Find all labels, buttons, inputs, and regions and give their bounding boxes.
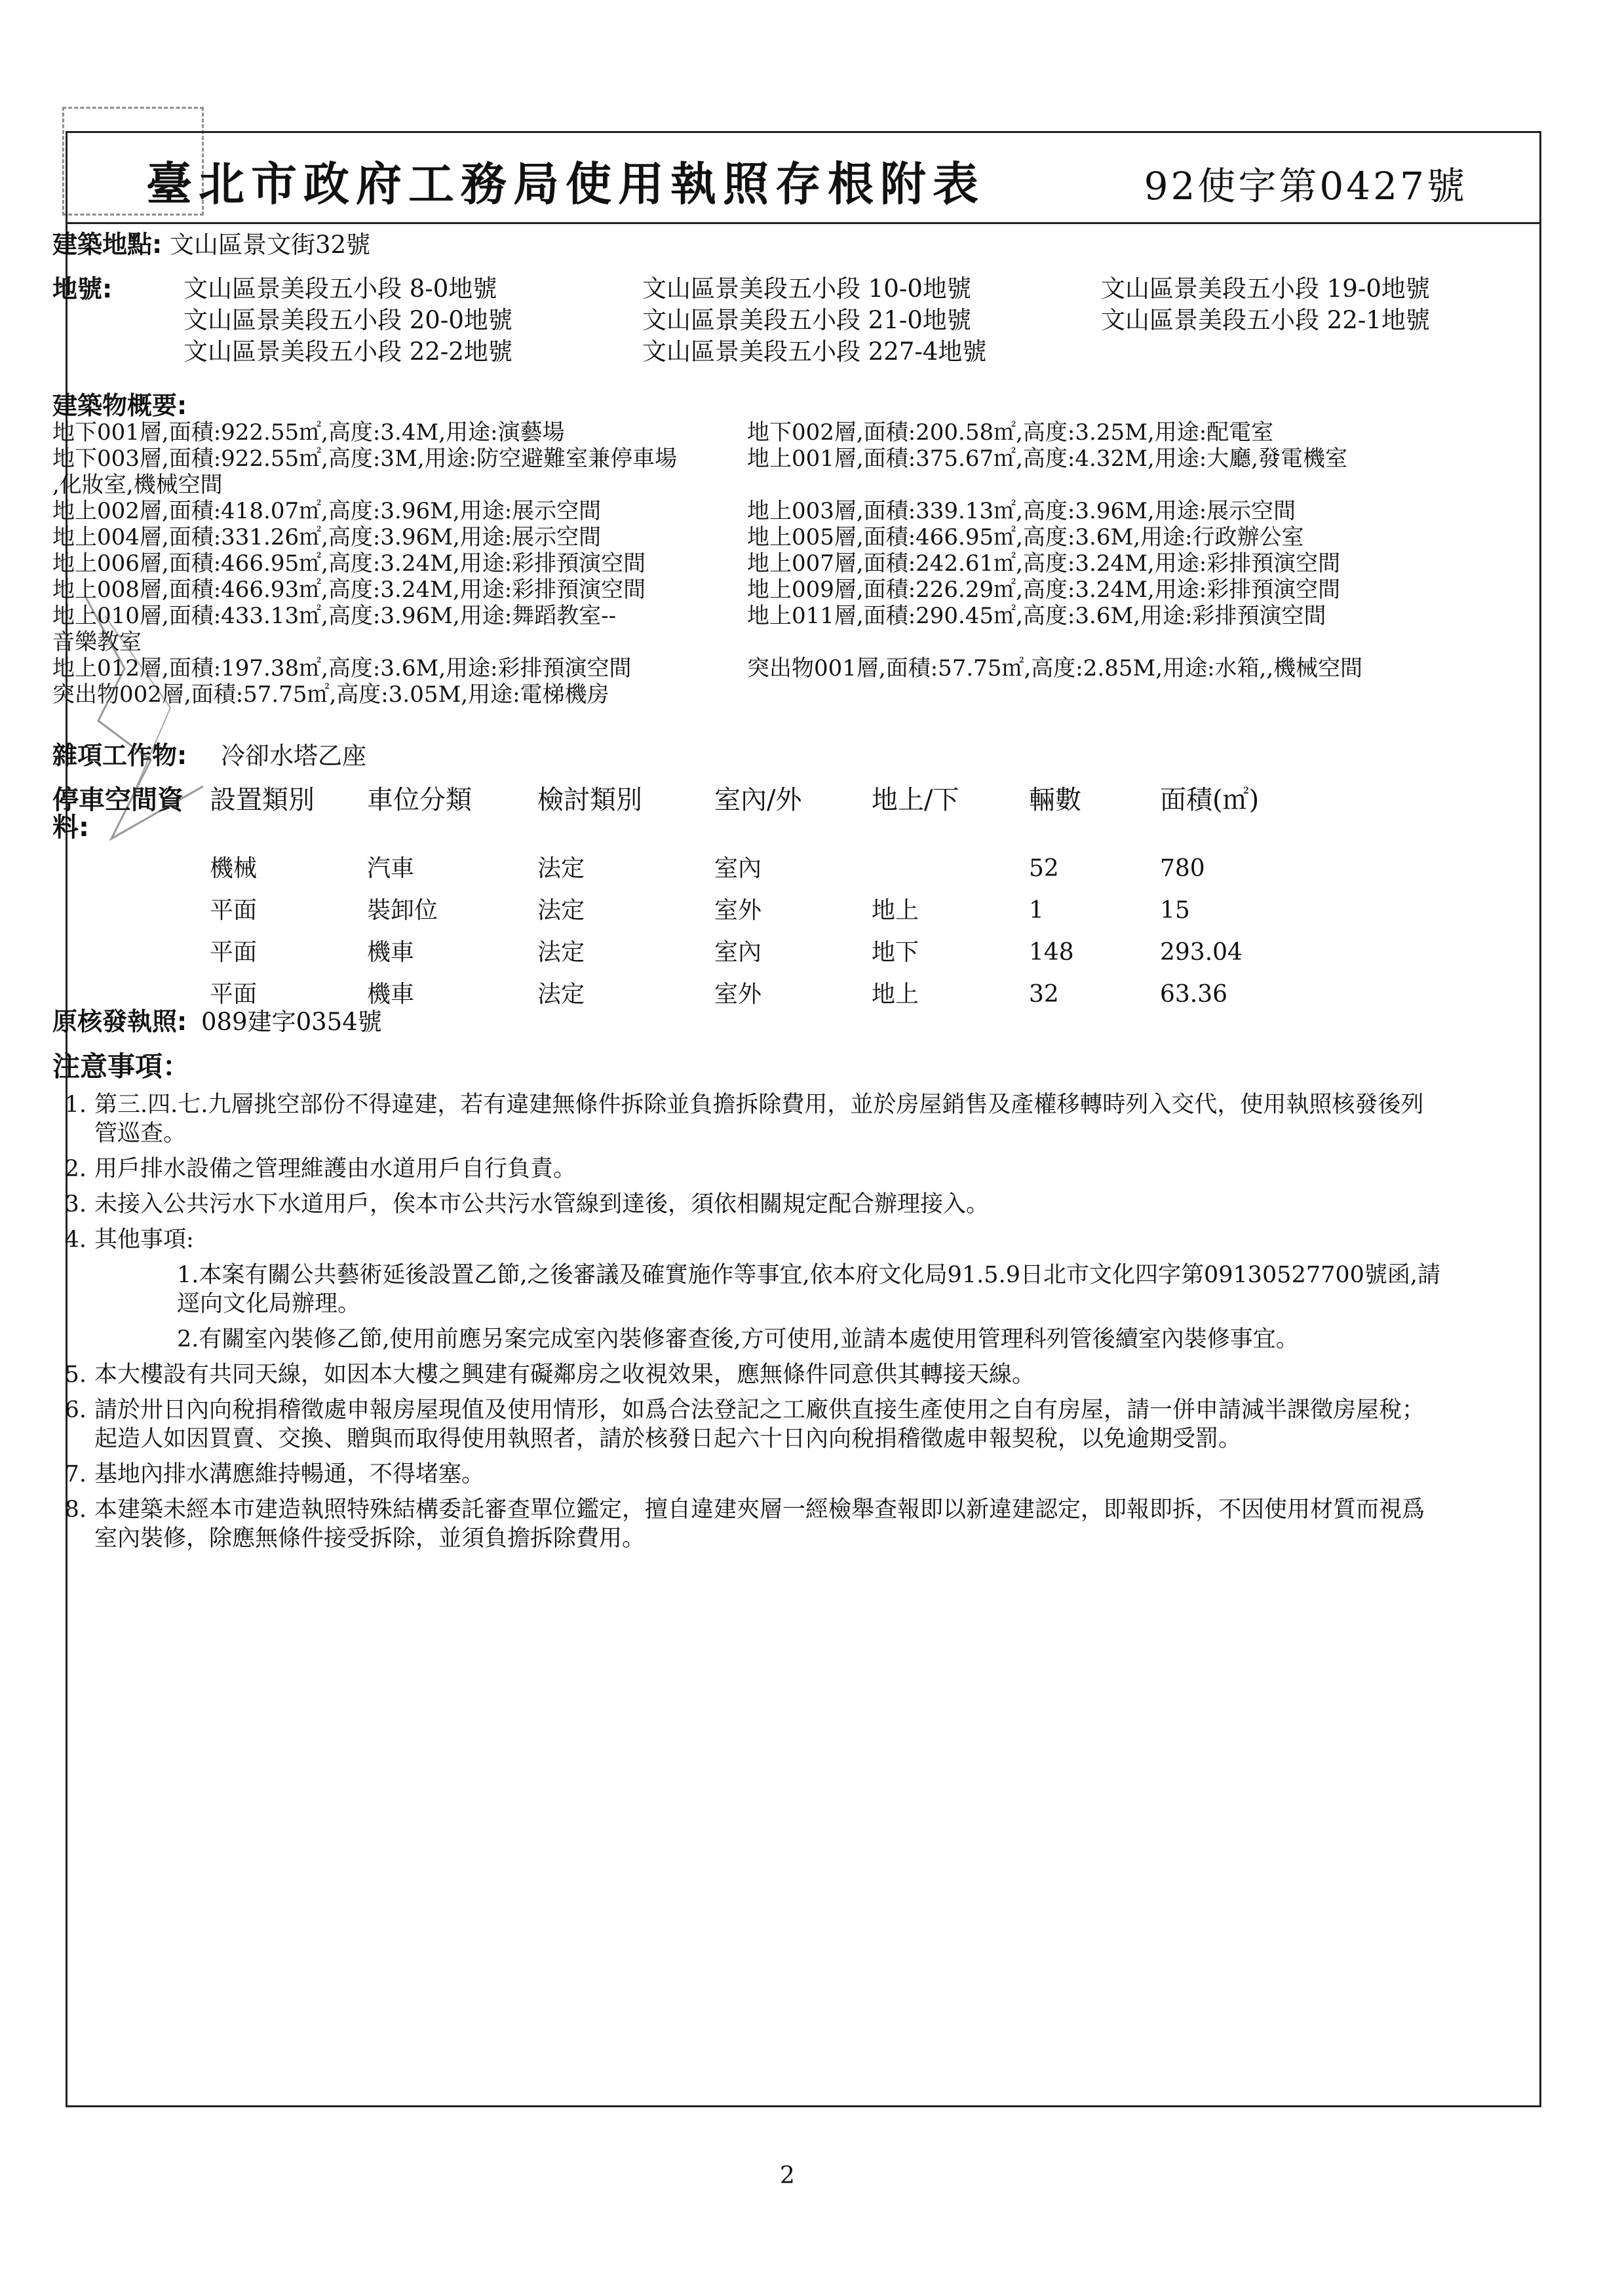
parking-cell: 32: [1029, 981, 1059, 1008]
note-text: 請於卅日內向稅捐稽徵處申報房屋現值及使用情形，如爲合法登記之工廠供直接生產使用之自有房屋，請一併申請減半課徵房屋稅；起造人如因買賣、交換、贈與而取得使用執照者，請於核發日起六十日內向稅捐稽徵處申報契稅，以免逾期受罰。: [94, 1397, 1425, 1452]
lot-item: 文山區景美段五小段 20-0地號: [183, 306, 512, 334]
parking-cell: 63.36: [1160, 981, 1228, 1008]
note-item: [52, 1360, 1455, 1389]
sub-note-text: 2.有關室內裝修乙節,使用前應另案完成室內裝修審查後,方可使用,並請本處使用管理科列管後續室內裝修事宜。: [177, 1326, 1299, 1352]
floor-entry: ,化妝室,機械空間: [52, 472, 223, 498]
site-section: [52, 231, 370, 259]
note-number: 7.: [64, 1461, 87, 1487]
floor-entry: [747, 472, 1442, 498]
parking-cell: 汽車: [367, 855, 415, 882]
permit-number: 92使字第0427號: [1144, 164, 1467, 208]
parking-cell: 法定: [537, 939, 585, 966]
overview-label: 建築物概要:: [52, 391, 187, 420]
page-number: 2: [780, 2162, 795, 2189]
floor-entry: 地上002層,面積:418.07㎡,高度:3.96M,用途:展示空間: [52, 498, 602, 524]
floor-entry: 地上010層,面積:433.13㎡,高度:3.96M,用途:舞蹈教室--: [52, 603, 617, 629]
note-number: 8.: [64, 1497, 87, 1523]
floors-grid: [52, 419, 1468, 708]
parking-row: [52, 932, 1468, 974]
floor-entry: [747, 629, 1442, 655]
parking-cell: 780: [1160, 855, 1205, 882]
parking-cell: 室外: [714, 897, 762, 924]
floor-entry: 音樂教室: [52, 629, 142, 655]
title-row: [68, 133, 1539, 224]
sub-note-text: 1.本案有關公共藝術延後設置乙節,之後審議及確實施作等事宜,依本府文化局91.5.9日北市文化四字第09130527700號函,請逕向文化局辦理。: [177, 1262, 1441, 1317]
parking-header: 地上/下: [872, 785, 959, 815]
parking-cell: 法定: [537, 855, 585, 882]
parking-row: [52, 890, 1468, 932]
floor-entry: 地上012層,面積:197.38㎡,高度:3.6M,用途:彩排預演空間: [52, 655, 632, 681]
misc-label: 雜項工作物:: [52, 741, 187, 770]
parking-header-row: [52, 786, 1468, 841]
note-item: [52, 1495, 1455, 1553]
floor-entry: 地下002層,面積:200.58㎡,高度:3.25M,用途:配電室: [747, 419, 1274, 446]
parking-cell: 地上: [872, 981, 919, 1008]
parking-cell: 148: [1029, 939, 1074, 966]
overview-section: [52, 392, 1468, 708]
lots-label: 地號:: [52, 275, 113, 303]
parking-header: 檢討類別: [537, 785, 642, 815]
lots-grid: [183, 275, 1442, 366]
parking-cell: 平面: [210, 981, 258, 1008]
parking-cell: 地下: [872, 939, 919, 966]
lot-item: 文山區景美段五小段 8-0地號: [183, 275, 497, 303]
note-number: 4.: [64, 1227, 87, 1253]
note-number: 5.: [64, 1362, 87, 1388]
original-permit-label: 原核發執照:: [52, 1007, 187, 1036]
note-item: [52, 1090, 1455, 1148]
floor-entry: 地上004層,面積:331.26㎡,高度:3.96M,用途:展示空間: [52, 524, 602, 550]
document-title: 臺北市政府工務局使用執照存根附表: [146, 157, 985, 211]
lot-item: 文山區景美段五小段 21-0地號: [642, 306, 971, 334]
original-permit-section: [52, 1008, 382, 1036]
lot-item: 文山區景美段五小段 22-1地號: [1101, 306, 1430, 334]
parking-cell: 室內: [714, 939, 762, 966]
floor-entry: 地上007層,面積:242.61㎡,高度:3.24M,用途:彩排預演空間: [747, 550, 1341, 577]
note-number: 1.: [64, 1092, 87, 1118]
floor-entry: 地下001層,面積:922.55㎡,高度:3.4M,用途:演藝場: [52, 419, 565, 446]
parking-section: [52, 786, 1468, 1016]
parking-cell: 293.04: [1160, 939, 1243, 966]
site-label: 建築地點:: [52, 230, 163, 259]
site-value: 文山區景文街32號: [169, 231, 371, 259]
note-item: [52, 1396, 1455, 1453]
note-text: 本建築未經本市建造執照特殊結構委託審查單位鑑定，擅自違建夾層一經檢舉查報即以新違建認定，即報即拆，不因使用材質而視爲室內裝修，除應無條件接受拆除，並須負擔拆除費用。: [94, 1497, 1425, 1552]
parking-cell: 15: [1160, 897, 1190, 924]
floor-entry: 地上009層,面積:226.29㎡,高度:3.24M,用途:彩排預演空間: [747, 577, 1341, 603]
lot-item: 文山區景美段五小段 19-0地號: [1101, 275, 1430, 303]
parking-cell: 裝卸位: [367, 897, 438, 924]
note-item: [52, 1225, 1455, 1254]
note-text: 未接入公共污水下水道用戶，俟本市公共污水管線到達後，須依相關規定配合辦理接入。: [94, 1191, 990, 1217]
lot-item: 文山區景美段五小段 10-0地號: [642, 275, 971, 303]
note-text: 用戶排水設備之管理維護由水道用戶自行負責。: [94, 1156, 577, 1182]
parking-cell: 52: [1029, 855, 1059, 882]
floor-entry: 地上011層,面積:290.45㎡,高度:3.6M,用途:彩排預演空間: [747, 603, 1326, 629]
floor-entry: 地上003層,面積:339.13㎡,高度:3.96M,用途:展示空間: [747, 498, 1296, 524]
parking-cell: 平面: [210, 939, 258, 966]
floor-entry: 地上008層,面積:466.93㎡,高度:3.24M,用途:彩排預演空間: [52, 577, 646, 603]
floor-entry: [747, 681, 1442, 708]
note-text: 本大樓設有共同天線，如因本大樓之興建有礙鄰房之收視效果，應無條件同意供其轉接天線。: [94, 1362, 1035, 1388]
note-item: [52, 1155, 1455, 1183]
floor-entry: 地上001層,面積:375.67㎡,高度:4.32M,用途:大廳,發電機室: [747, 446, 1347, 472]
parking-row: [52, 848, 1468, 890]
scan-scribble-mark: [72, 590, 242, 865]
note-text: 第三.四.七.九層挑空部份不得違建，若有違建無條件拆除並負擔拆除費用，並於房屋銷售及產權移轉時列入交代，使用執照核發後列管巡查。: [94, 1092, 1424, 1147]
parking-header: 輛數: [1029, 785, 1081, 815]
misc-value: 冷卻水塔乙座: [220, 742, 366, 770]
lot-item: 文山區景美段五小段 22-2地號: [183, 337, 512, 366]
lots-section: [52, 275, 1461, 380]
parking-cell: 室外: [714, 981, 762, 1008]
note-item: [52, 1190, 1455, 1219]
parking-cell: 1: [1029, 897, 1044, 924]
floor-entry: 地上005層,面積:466.95㎡,高度:3.6M,用途:行政辦公室: [747, 524, 1304, 550]
parking-cell: 法定: [537, 981, 585, 1008]
parking-label: 停車空間資料:: [52, 785, 183, 843]
parking-cell: 機車: [367, 981, 415, 1008]
note-item: [52, 1460, 1455, 1489]
parking-cell: 室內: [714, 855, 762, 882]
parking-header: 室內/外: [714, 785, 802, 815]
floor-entry: 突出物001層,面積:57.75㎡,高度:2.85M,用途:水箱,,機械空間: [747, 655, 1363, 681]
parking-header: 面積(㎡): [1160, 785, 1260, 815]
notes-section: [52, 1052, 1455, 1559]
floor-entry: 地下003層,面積:922.55㎡,高度:3M,用途:防空避難室兼停車場: [52, 446, 678, 472]
parking-cell: 地上: [872, 897, 919, 924]
floor-entry: 地上006層,面積:466.95㎡,高度:3.24M,用途:彩排預演空間: [52, 550, 646, 577]
lot-item: 文山區景美段五小段 227-4地號: [642, 337, 987, 366]
note-number: 3.: [64, 1191, 87, 1217]
parking-cell: 機車: [367, 939, 415, 966]
parking-cell: 法定: [537, 897, 585, 924]
parking-cell: 平面: [210, 897, 258, 924]
parking-header: 設置類別: [210, 785, 315, 815]
parking-header: 車位分類: [367, 785, 472, 815]
floor-entry: 突出物002層,面積:57.75㎡,高度:3.05M,用途:電梯機房: [52, 681, 609, 708]
parking-cell: 機械: [210, 855, 258, 882]
note-text: 其他事項:: [94, 1227, 194, 1253]
original-permit-value: 089建字0354號: [201, 1008, 382, 1036]
notes-label: 注意事項：: [52, 1050, 191, 1082]
note-text: 基地內排水溝應維持暢通，不得堵塞。: [94, 1461, 485, 1487]
note-number: 2.: [64, 1156, 87, 1182]
note-number: 6.: [64, 1397, 87, 1423]
